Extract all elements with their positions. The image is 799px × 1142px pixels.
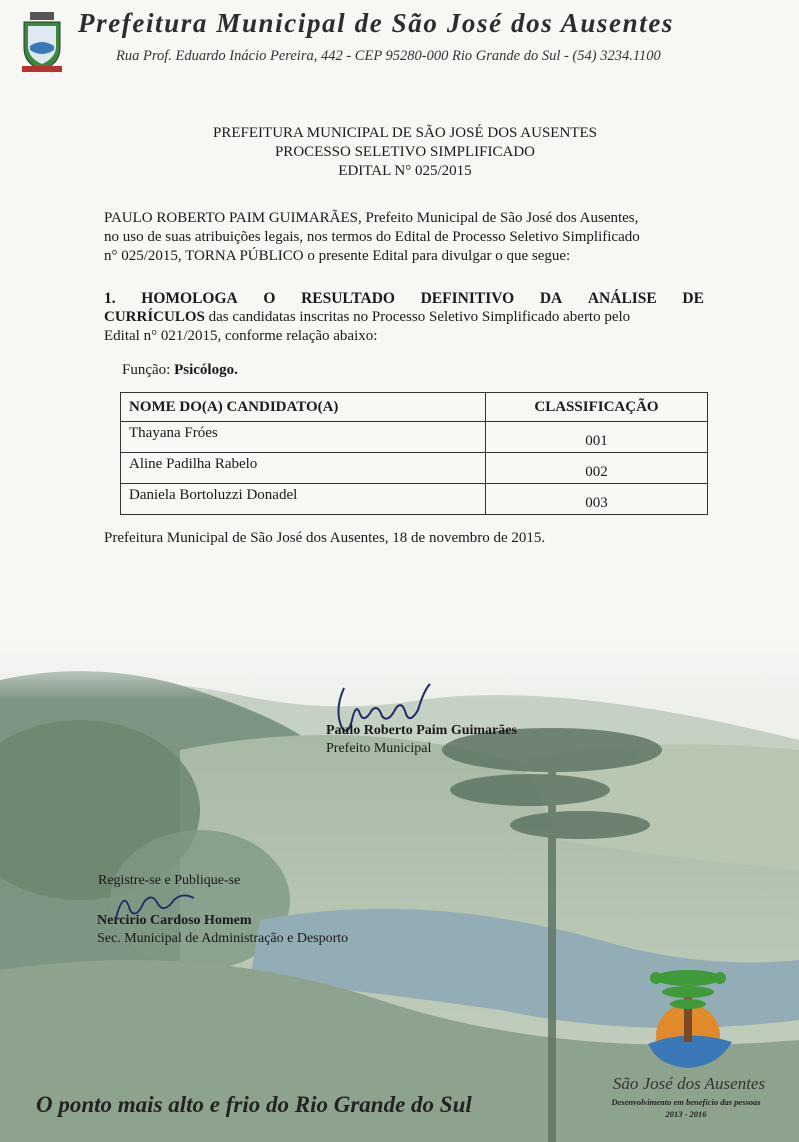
item-1-line-2-rest: das candidatas inscritas no Processo Seletivo Simplificado aberto pelo — [204, 309, 631, 325]
secretary-role: Sec. Municipal de Administração e Desporto — [97, 931, 349, 946]
column-header-name: NOME DO(A) CANDIDATO(A) — [121, 393, 486, 422]
mayor-role: Prefeito Municipal — [326, 741, 432, 756]
edital-heading — [100, 124, 710, 181]
table-row — [121, 484, 708, 515]
column-header-classification: CLASSIFICAÇÃO — [486, 393, 708, 422]
table-header-row — [121, 393, 708, 422]
item-1-heading — [104, 289, 704, 308]
intro-line-2: no uso de suas atribuições legais, nos termos do Edital de Processo Seletivo Simplificado — [104, 229, 640, 245]
intro-line-1: PAULO ROBERTO PAIM GUIMARÃES, Prefeito Municipal de São José dos Ausentes, — [104, 210, 639, 226]
item-1-bold-lead: CURRÍCULOS — [104, 309, 205, 325]
heading-line-3: EDITAL N° 025/2015 — [338, 163, 472, 179]
city-logo-years: 2013 - 2016 — [665, 1109, 707, 1119]
city-logo-name: São José dos Ausentes — [612, 1074, 766, 1093]
item-1-word: RESULTADO — [301, 290, 395, 307]
function-value: Psicólogo. — [174, 362, 238, 378]
candidate-name: Aline Padilha Rabelo — [121, 453, 486, 484]
item-1-word: HOMOLOGA — [141, 290, 238, 307]
register-and-publish: Registre-se e Publique-se — [98, 873, 241, 888]
item-1-word: 1. — [104, 290, 116, 307]
intro-paragraph — [104, 209, 704, 266]
coat-of-arms-icon — [18, 10, 66, 74]
heading-line-2: PROCESSO SELETIVO SIMPLIFICADO — [274, 144, 536, 160]
city-logo-icon — [628, 958, 748, 1068]
city-logo-tagline: Desenvolvimento em benefício das pessoas — [611, 1097, 761, 1107]
item-1-word: DE — [682, 290, 704, 307]
item-1-line-3: Edital n° 021/2015, conforme relação abaixo: — [104, 328, 378, 344]
results-table — [120, 392, 708, 515]
function-label: Função: — [122, 362, 175, 378]
footer-slogan: O ponto mais alto e frio do Rio Grande do Sul — [36, 1092, 472, 1117]
item-1-line-2 — [104, 308, 704, 327]
secretary-signature-block — [97, 912, 348, 948]
municipality-address: Rua Prof. Eduardo Inácio Pereira, 442 - CEP 95280-000 Rio Grande do Sul - (54) 3234.1100 — [116, 48, 661, 64]
secretary-name: Nercirio Cardoso Homem — [97, 913, 252, 928]
table-row — [121, 422, 708, 453]
candidate-name: Daniela Bortoluzzi Donadel — [121, 484, 486, 515]
item-1-word: ANÁLISE — [587, 290, 657, 307]
dateline: Prefeitura Municipal de São José dos Ausentes, 18 de novembro de 2015. — [104, 530, 546, 546]
candidate-rank: 002 — [486, 453, 708, 484]
municipality-title: Prefeitura Municipal de São José dos Ausentes — [78, 8, 675, 38]
candidate-rank: 003 — [486, 484, 708, 515]
table-row — [121, 453, 708, 484]
item-1-word: DA — [539, 290, 563, 307]
candidate-name: Thayana Fróes — [121, 422, 486, 453]
candidate-rank: 001 — [486, 422, 708, 453]
mayor-name: Paulo Roberto Paim Guimarães — [326, 723, 517, 738]
mayor-signature-block — [326, 722, 517, 758]
intro-line-3: n° 025/2015, TORNA PÚBLICO o presente Edital para divulgar o que segue: — [104, 248, 571, 264]
function-line — [122, 362, 238, 379]
item-1-word: DEFINITIVO — [420, 290, 515, 307]
item-1-word: O — [263, 290, 276, 307]
item-1-paragraph — [104, 289, 704, 346]
heading-line-1: PREFEITURA MUNICIPAL DE SÃO JOSÉ DOS AUSENTES — [213, 125, 597, 141]
